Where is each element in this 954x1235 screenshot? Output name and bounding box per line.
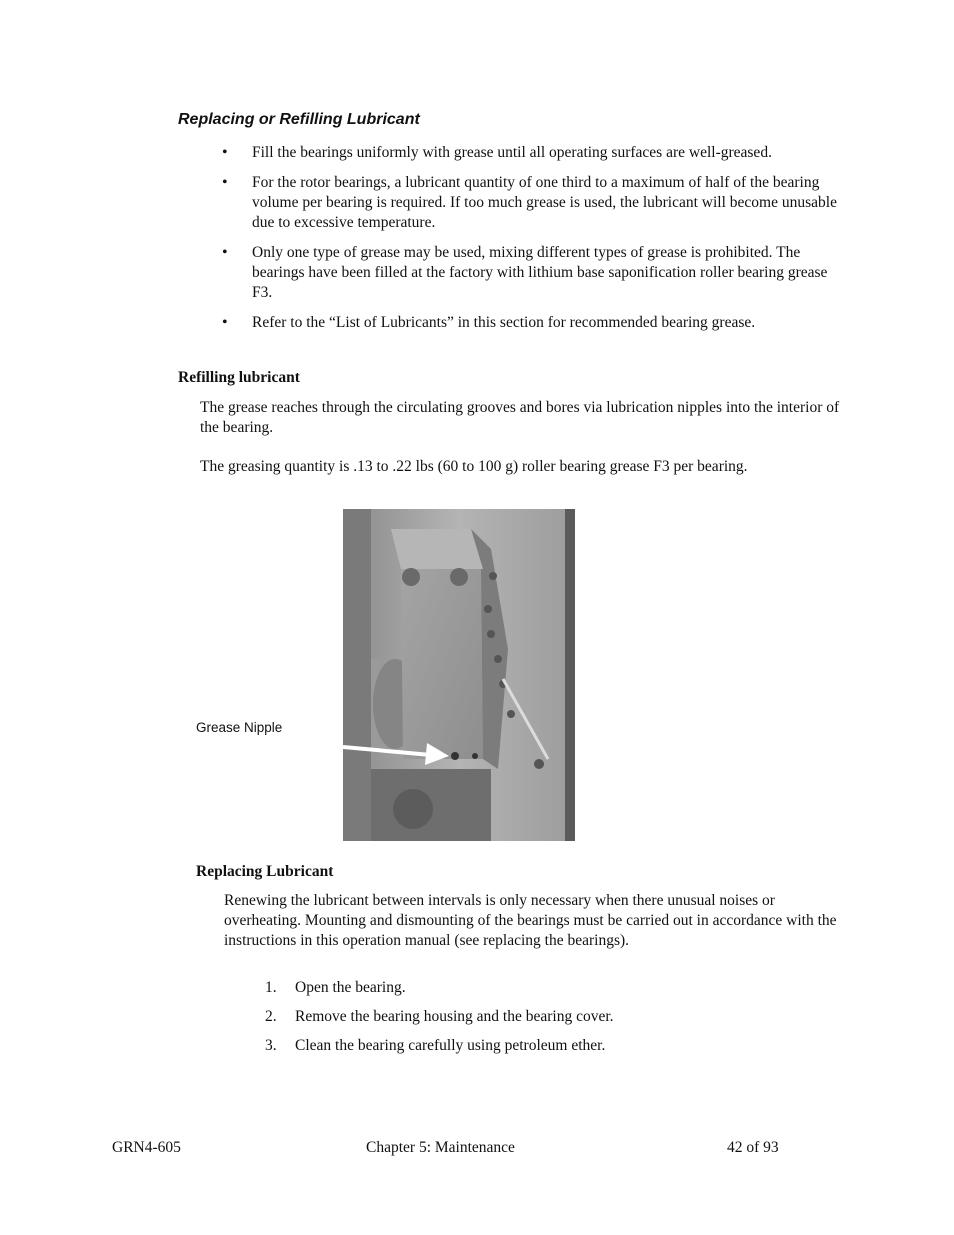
list-item: 2. Remove the bearing housing and the bearing cover. — [265, 1008, 614, 1025]
footer-page-number: 42 of 93 — [727, 1139, 779, 1156]
refilling-paragraph-1: The grease reaches through the circulating grooves and bores via lubrication nipples into the interior of the bearing. — [200, 399, 840, 436]
list-item: • Only one type of grease may be used, mixing different types of grease is prohibited. The bearings have been filled at the factory with lithium base saponification roller bearing grease F3. — [222, 244, 828, 301]
refilling-paragraph-2: The greasing quantity is .13 to .22 lbs (60 to 100 g) roller bearing grease F3 per bearing. — [200, 458, 748, 475]
list-item: 3. Clean the bearing carefully using petroleum ether. — [265, 1037, 606, 1054]
list-item: 1. Open the bearing. — [265, 979, 406, 996]
figure-caption: Grease Nipple — [196, 720, 283, 735]
bullet-icon: • — [222, 144, 228, 161]
bearing-photo — [343, 509, 575, 841]
list-item: • Fill the bearings uniformly with grease until all operating surfaces are well-greased. — [222, 144, 772, 161]
footer-chapter: Chapter 5: Maintenance — [366, 1139, 515, 1156]
bullet-icon: • — [222, 174, 228, 191]
numbered-list — [265, 978, 614, 1065]
footer-doc-id: GRN4-605 — [112, 1139, 181, 1156]
replacing-title: Replacing Lubricant — [196, 863, 334, 880]
bullet-list — [222, 143, 842, 343]
bullet-icon: • — [222, 314, 228, 331]
refilling-title: Refilling lubricant — [178, 369, 300, 386]
list-item: • For the rotor bearings, a lubricant quantity of one third to a maximum of half of the bearing volume per bearing is required. If too much grease is used, the lubricant will become unusable due to excessive temperature. — [222, 174, 837, 231]
bullet-icon: • — [222, 244, 228, 261]
list-item: • Refer to the “List of Lubricants” in this section for recommended bearing grease. — [222, 314, 756, 331]
replacing-paragraph: Renewing the lubricant between intervals is only necessary when there unusual noises or overheating. Mounting and dismounting of the bearings must be carried out in accordance with the instructions in this operation manual (see replacing the bearings). — [224, 892, 837, 949]
section-title: Replacing or Refilling Lubricant — [178, 111, 420, 128]
